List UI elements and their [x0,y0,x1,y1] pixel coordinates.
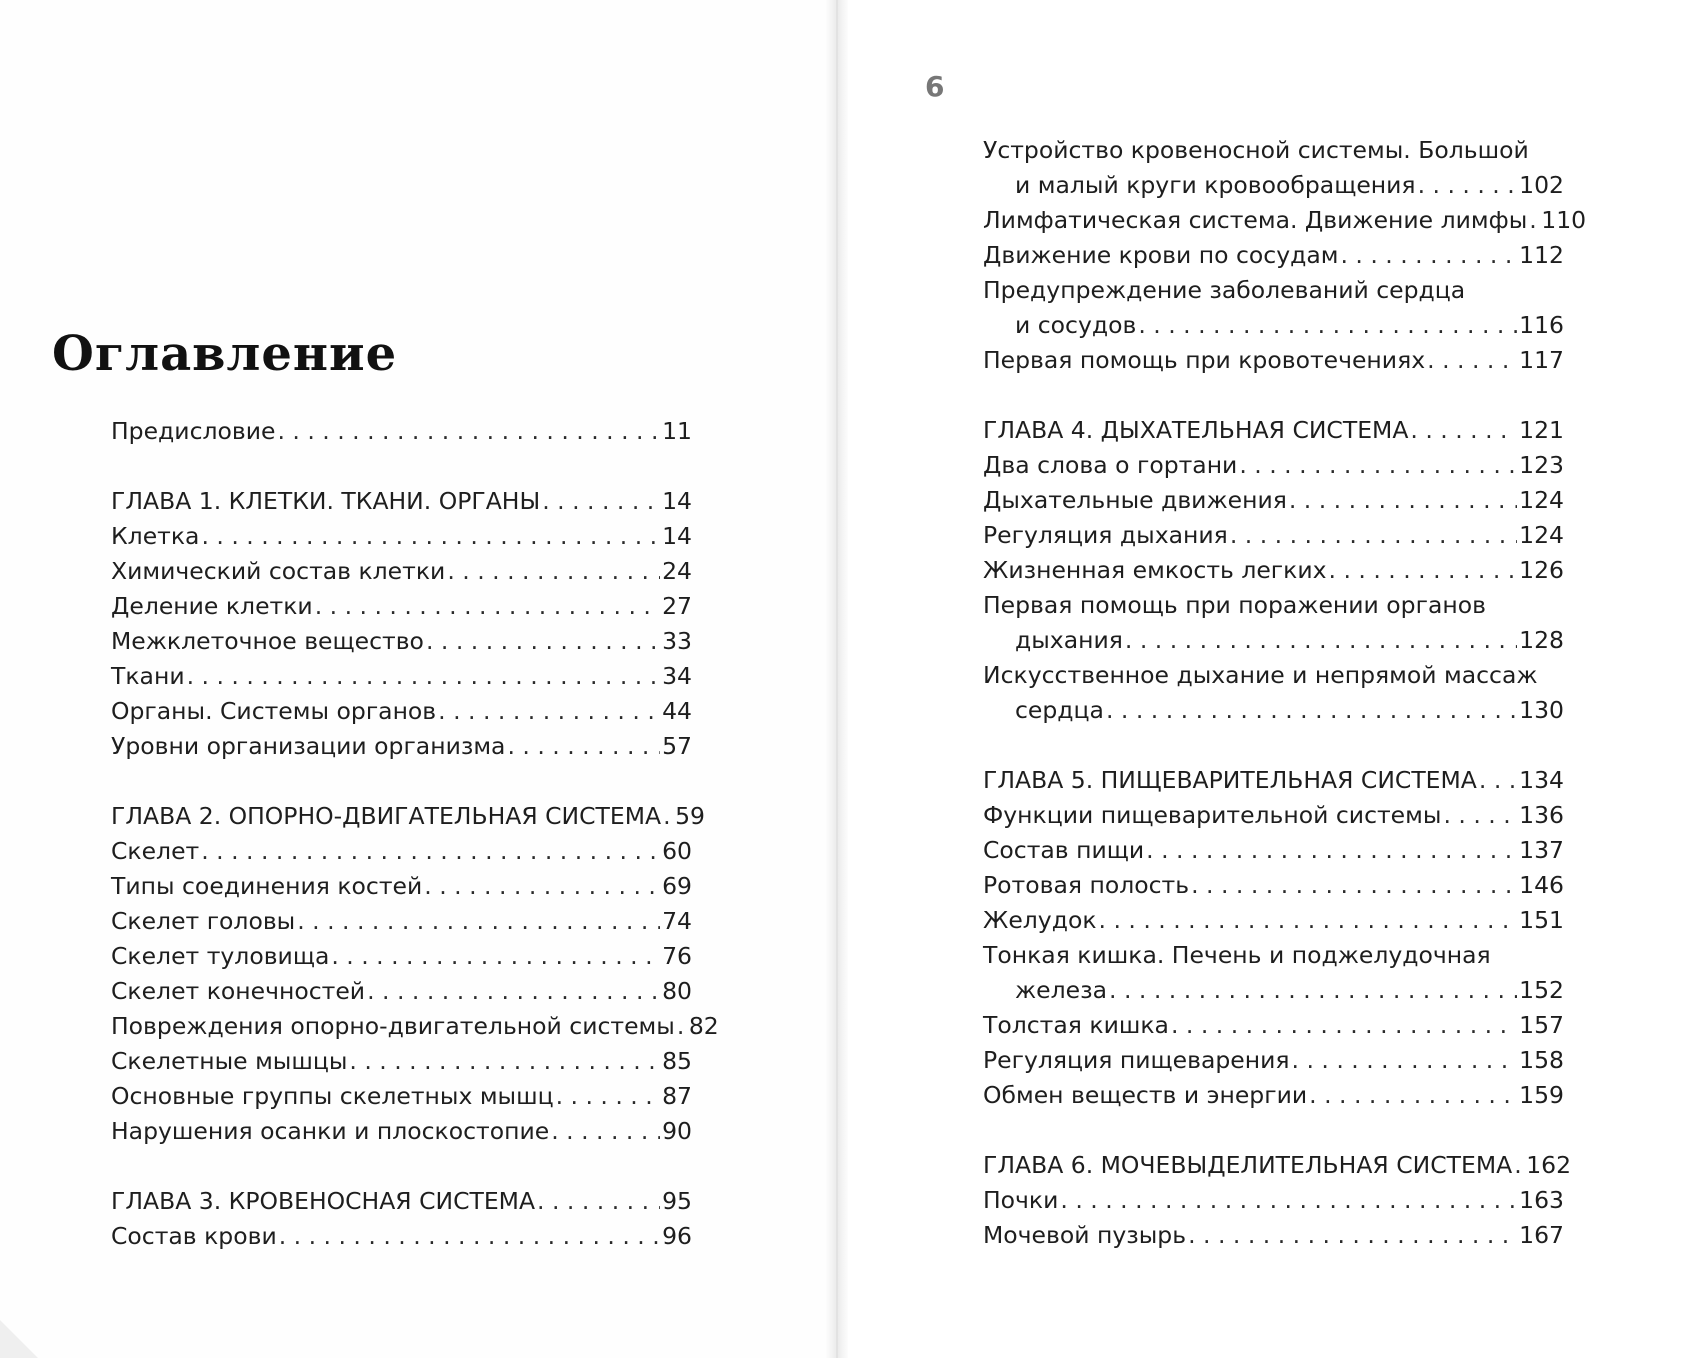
toc-spacer [983,1113,1564,1148]
toc-entry-page-number: 44 [662,697,692,725]
toc-leader-dots [1138,308,1517,343]
toc-leader-dots [1479,763,1517,798]
toc-entry-title: дыхания [1015,626,1123,654]
toc-entry-page-number: 116 [1519,311,1564,339]
toc-entry-title: Скелет [111,837,200,865]
toc-leader-dots [1060,1183,1517,1218]
toc-entry-title: Скелет конечностей [111,977,366,1005]
toc-entry-line [983,273,1564,308]
toc-entry-page-number: 126 [1519,556,1564,584]
toc-entry-line [983,658,1564,693]
toc-entry [983,1043,1564,1078]
toc-entry [111,589,692,624]
toc-leader-dots [349,1044,660,1079]
toc-leader-dots [1125,623,1517,658]
toc-entry-page-number: 57 [662,732,692,760]
toc-leader-dots [677,1009,687,1044]
toc-entry-line [983,413,1564,448]
toc-entry-page-number: 90 [662,1117,692,1145]
toc-entry [983,1008,1564,1043]
toc-entry-page-number: 27 [662,592,692,620]
toc-entry-line [111,1044,692,1079]
toc-entry-title: Типы соединения костей [111,872,423,900]
toc-leader-dots [447,554,660,589]
toc-entry-line [111,729,692,764]
toc-entry-page-number: 112 [1519,241,1564,269]
toc-leader-dots [556,1079,660,1114]
toc-entry [983,833,1564,868]
toc-leader-dots [1514,1148,1524,1183]
toc-chapter-entry [111,484,692,519]
toc-entry-title: ГЛАВА 2. ОПОРНО-ДВИГАТЕЛЬНАЯ СИСТЕМА [111,802,662,830]
toc-leader-dots [426,624,660,659]
toc-entry-title: Клетка [111,522,200,550]
toc-entry [983,868,1564,903]
toc-entry-line [983,588,1564,623]
toc-entry-page-number: 123 [1519,451,1564,479]
toc-entry [111,414,692,449]
page-corner-fold [0,1320,38,1358]
toc-entry-title: Межклеточное вещество [111,627,424,655]
toc-entry-title: Основные группы скелетных мышц [111,1082,554,1110]
toc-entry-title: Деление клетки [111,592,313,620]
toc-entry-line [983,308,1564,343]
toc-leader-dots [315,589,660,624]
toc-entry-title: Ротовая полость [983,871,1190,899]
toc-entry-page-number: 96 [662,1222,692,1250]
toc-chapter-entry [983,763,1564,798]
toc-entry [111,694,692,729]
toc-entry-page-number: 74 [662,907,692,935]
toc-entry [983,448,1564,483]
toc-entry-page-number: 11 [662,417,692,445]
toc-entry-title: Первая помощь при поражении органов [983,591,1486,619]
toc-entry-title: Повреждения опорно-двигательной системы [111,1012,675,1040]
toc-entry-title: Регуляция дыхания [983,521,1228,549]
toc-entry-page-number: 110 [1541,206,1587,234]
toc-entry [983,133,1564,203]
toc-entry-line [983,1218,1564,1253]
toc-entry-line [983,1183,1564,1218]
toc-leader-dots [1329,553,1518,588]
toc-entry-title: Предисловие [111,417,276,445]
toc-entry-line [111,589,692,624]
toc-leader-dots [1309,1078,1517,1113]
toc-entry-title: и сосудов [1015,311,1137,339]
toc-entry-line [983,133,1564,168]
toc-entry-line [111,694,692,729]
toc-entry-page-number: 14 [662,487,692,515]
toc-leader-dots [1410,413,1517,448]
toc-entry-line [983,518,1564,553]
toc-entry-page-number: 69 [662,872,692,900]
toc-entry-line [111,1009,719,1044]
toc-entry-line [983,868,1564,903]
toc-entry-page-number: 137 [1519,836,1564,864]
toc-entry-line [983,1043,1564,1078]
toc-entry-title: Толстая кишка [983,1011,1169,1039]
toc-entry-page-number: 85 [662,1047,692,1075]
toc-leader-dots [1239,448,1517,483]
toc-entry-page-number: 117 [1519,346,1564,374]
toc-entry-title: Искусственное дыхание и непрямой массаж [983,661,1538,689]
toc-entry-title: Лимфатическая система. Движение лимфы [983,206,1528,234]
toc-entry-page-number: 60 [662,837,692,865]
toc-entry-title: Химический состав клетки [111,557,446,585]
toc-entry-page-number: 167 [1519,1221,1564,1249]
toc-entry-title: Устройство кровеносной системы. Большой [983,136,1529,164]
toc-entry-title: Состав пищи [983,836,1145,864]
toc-entry-line [983,238,1564,273]
toc-entry-title: Предупреждение заболеваний сердца [983,276,1466,304]
toc-entry-title: Обмен веществ и энергии [983,1081,1308,1109]
toc-chapter-entry [983,413,1564,448]
toc-leader-dots [277,414,660,449]
toc-leader-dots [1292,1043,1518,1078]
toc-entry-line [983,833,1564,868]
toc-entry-title: Органы. Системы органов [111,697,437,725]
toc-entry-line [983,1078,1564,1113]
toc-entry-line [983,623,1564,658]
toc-entry-line [983,763,1564,798]
toc-entry [983,238,1564,273]
toc-leader-dots [201,834,660,869]
toc-entry [111,659,692,694]
toc-leader-dots [1427,343,1517,378]
toc-leader-dots [1529,203,1539,238]
toc-entry-title: Первая помощь при кровотечениях [983,346,1426,374]
toc-leader-dots [1418,168,1518,203]
toc-entry-title: Два слова о гортани [983,451,1238,479]
toc-leader-dots [537,1184,660,1219]
toc-entry [111,1114,692,1149]
toc-entry-page-number: 152 [1519,976,1564,1004]
toc-leader-dots [187,659,661,694]
toc-entry-title: Ткани [111,662,185,690]
toc-entry [111,1079,692,1114]
toc-entry-page-number: 24 [662,557,692,585]
toc-entry-page-number: 59 [675,802,705,830]
toc-chapter-entry [111,799,705,834]
toc-entry-line [111,1219,692,1254]
toc-leader-dots [1443,798,1517,833]
toc-entry-title: ГЛАВА 1. КЛЕТКИ. ТКАНИ. ОРГАНЫ [111,487,541,515]
toc-entry-line [983,903,1564,938]
toc-spacer [111,1149,692,1184]
toc-entry [983,1183,1564,1218]
toc-entry-line [111,624,692,659]
toc-entry-line [111,1184,692,1219]
toc-entry-line [111,1114,692,1149]
toc-leader-dots [1109,973,1517,1008]
toc-entry-title: Функции пищеварительной системы [983,801,1442,829]
toc-entry-line [983,203,1587,238]
toc-leader-dots [1289,483,1517,518]
toc-entry-page-number: 159 [1519,1081,1564,1109]
toc-entry-title: ГЛАВА 3. КРОВЕНОСНАЯ СИСТЕМА [111,1187,536,1215]
toc-entry-page-number: 14 [662,522,692,550]
toc-entry-page-number: 162 [1526,1151,1572,1179]
toc-chapter-entry [111,1184,692,1219]
toc-spacer [111,449,692,484]
toc-entry [111,974,692,1009]
toc-entry-line [111,484,692,519]
toc-entry [983,203,1587,238]
toc-entry-line [111,659,692,694]
toc-entry-title: Скелетные мышцы [111,1047,348,1075]
toc-entry-title: ГЛАВА 4. ДЫХАТЕЛЬНАЯ СИСТЕМА [983,416,1409,444]
toc-entry-page-number: 80 [662,977,692,1005]
toc-entry-title: Дыхательные движения [983,486,1287,514]
toc-entry-page-number: 82 [688,1012,719,1040]
toc-entry-line [983,448,1564,483]
toc-entry-page-number: 130 [1519,696,1564,724]
page-title: Оглавление [52,326,398,382]
toc-entry-line [111,834,692,869]
toc-entry-line [111,974,692,1009]
toc-entry-page-number: 34 [662,662,692,690]
toc-entry-title: Мочевой пузырь [983,1221,1187,1249]
toc-leader-dots [1099,903,1518,938]
toc-entry [111,834,692,869]
toc-entry-title: Регуляция пищеварения [983,1046,1290,1074]
toc-entry-page-number: 124 [1519,521,1564,549]
toc-entry-page-number: 33 [662,627,692,655]
toc-entry-title: Скелет туловища [111,942,330,970]
toc-entry-line [111,939,692,974]
toc-leader-dots [1171,1008,1517,1043]
toc-leader-dots [1230,518,1517,553]
toc-entry-page-number: 95 [662,1187,692,1215]
toc-entry [111,1219,692,1254]
toc-entry [111,904,692,939]
toc-entry-title: железа [1015,976,1108,1004]
toc-entry-title: сердца [1015,696,1104,724]
toc-entry [983,273,1564,343]
toc-spacer [111,764,692,799]
toc-entry [111,519,692,554]
book-gutter [826,0,848,1358]
toc-spacer [983,378,1564,413]
toc-entry [983,483,1564,518]
toc-entry [111,729,692,764]
toc-entry-page-number: 128 [1519,626,1564,654]
toc-entry-title: Движение крови по сосудам [983,241,1339,269]
toc-leader-dots [1106,693,1517,728]
toc-entry-line [983,483,1564,518]
toc-leader-dots [201,519,660,554]
toc-entry-title: ГЛАВА 6. МОЧЕВЫДЕЛИТЕЛЬНАЯ СИСТЕМА [983,1151,1513,1179]
toc-entry-line [983,343,1564,378]
toc-list-left [111,414,719,1254]
toc-entry-line [111,869,692,904]
toc-entry-page-number: 124 [1519,486,1564,514]
toc-leader-dots [663,799,673,834]
toc-leader-dots [331,939,660,974]
toc-leader-dots [297,904,660,939]
toc-entry [111,554,692,589]
toc-chapter-entry [983,1148,1572,1183]
toc-list-right [983,133,1587,1253]
toc-entry-title: Уровни организации организма [111,732,506,760]
toc-leader-dots [438,694,660,729]
toc-entry-title: Почки [983,1186,1059,1214]
toc-entry [983,658,1564,728]
toc-leader-dots [1146,833,1517,868]
toc-entry [983,518,1564,553]
toc-entry [983,588,1564,658]
toc-leader-dots [507,729,660,764]
toc-entry [111,869,692,904]
toc-entry [983,938,1564,1008]
toc-entry-page-number: 102 [1519,171,1564,199]
toc-entry-line [983,693,1564,728]
toc-leader-dots [367,974,660,1009]
page-number: 6 [925,70,945,103]
toc-entry [111,939,692,974]
toc-entry-line [983,938,1564,973]
toc-entry-title: Состав крови [111,1222,277,1250]
toc-entry-line [983,553,1564,588]
toc-entry-title: и малый круги кровообращения [1015,171,1416,199]
toc-entry-line [983,1148,1572,1183]
toc-entry-title: ГЛАВА 5. ПИЩЕВАРИТЕЛЬНАЯ СИСТЕМА [983,766,1477,794]
toc-entry-line [111,414,692,449]
toc-entry [983,798,1564,833]
toc-entry-page-number: 76 [662,942,692,970]
toc-entry-title: Желудок [983,906,1097,934]
toc-entry-line [983,168,1564,203]
toc-entry-page-number: 163 [1519,1186,1564,1214]
toc-entry-page-number: 146 [1519,871,1564,899]
toc-entry-line [111,1079,692,1114]
toc-entry-page-number: 121 [1519,416,1564,444]
toc-entry-line [111,519,692,554]
toc-entry-line [983,1008,1564,1043]
toc-entry-title: Скелет головы [111,907,296,935]
toc-entry-title: Жизненная емкость легких [983,556,1327,584]
toc-leader-dots [424,869,660,904]
toc-entry [983,1078,1564,1113]
toc-entry-line [111,799,705,834]
left-page [0,0,838,1358]
toc-entry [111,624,692,659]
toc-entry-page-number: 134 [1519,766,1564,794]
toc-entry [983,553,1564,588]
toc-leader-dots [551,1114,660,1149]
toc-entry-title: Тонкая кишка. Печень и поджелудочная [983,941,1491,969]
toc-entry-page-number: 136 [1519,801,1564,829]
toc-entry [983,903,1564,938]
toc-entry-title: Нарушения осанки и плоскостопие [111,1117,550,1145]
toc-entry-line [111,554,692,589]
toc-entry-page-number: 87 [662,1082,692,1110]
toc-spacer [983,728,1564,763]
toc-leader-dots [1188,1218,1517,1253]
toc-entry [111,1044,692,1079]
toc-leader-dots [1191,868,1517,903]
toc-entry [983,1218,1564,1253]
toc-entry-line [111,904,692,939]
toc-leader-dots [279,1219,660,1254]
toc-entry-line [983,973,1564,1008]
toc-entry [111,1009,719,1044]
toc-leader-dots [542,484,660,519]
toc-leader-dots [1340,238,1517,273]
toc-entry-line [983,798,1564,833]
toc-entry-page-number: 158 [1519,1046,1564,1074]
toc-entry [983,343,1564,378]
toc-entry-page-number: 157 [1519,1011,1564,1039]
toc-entry-page-number: 151 [1519,906,1564,934]
